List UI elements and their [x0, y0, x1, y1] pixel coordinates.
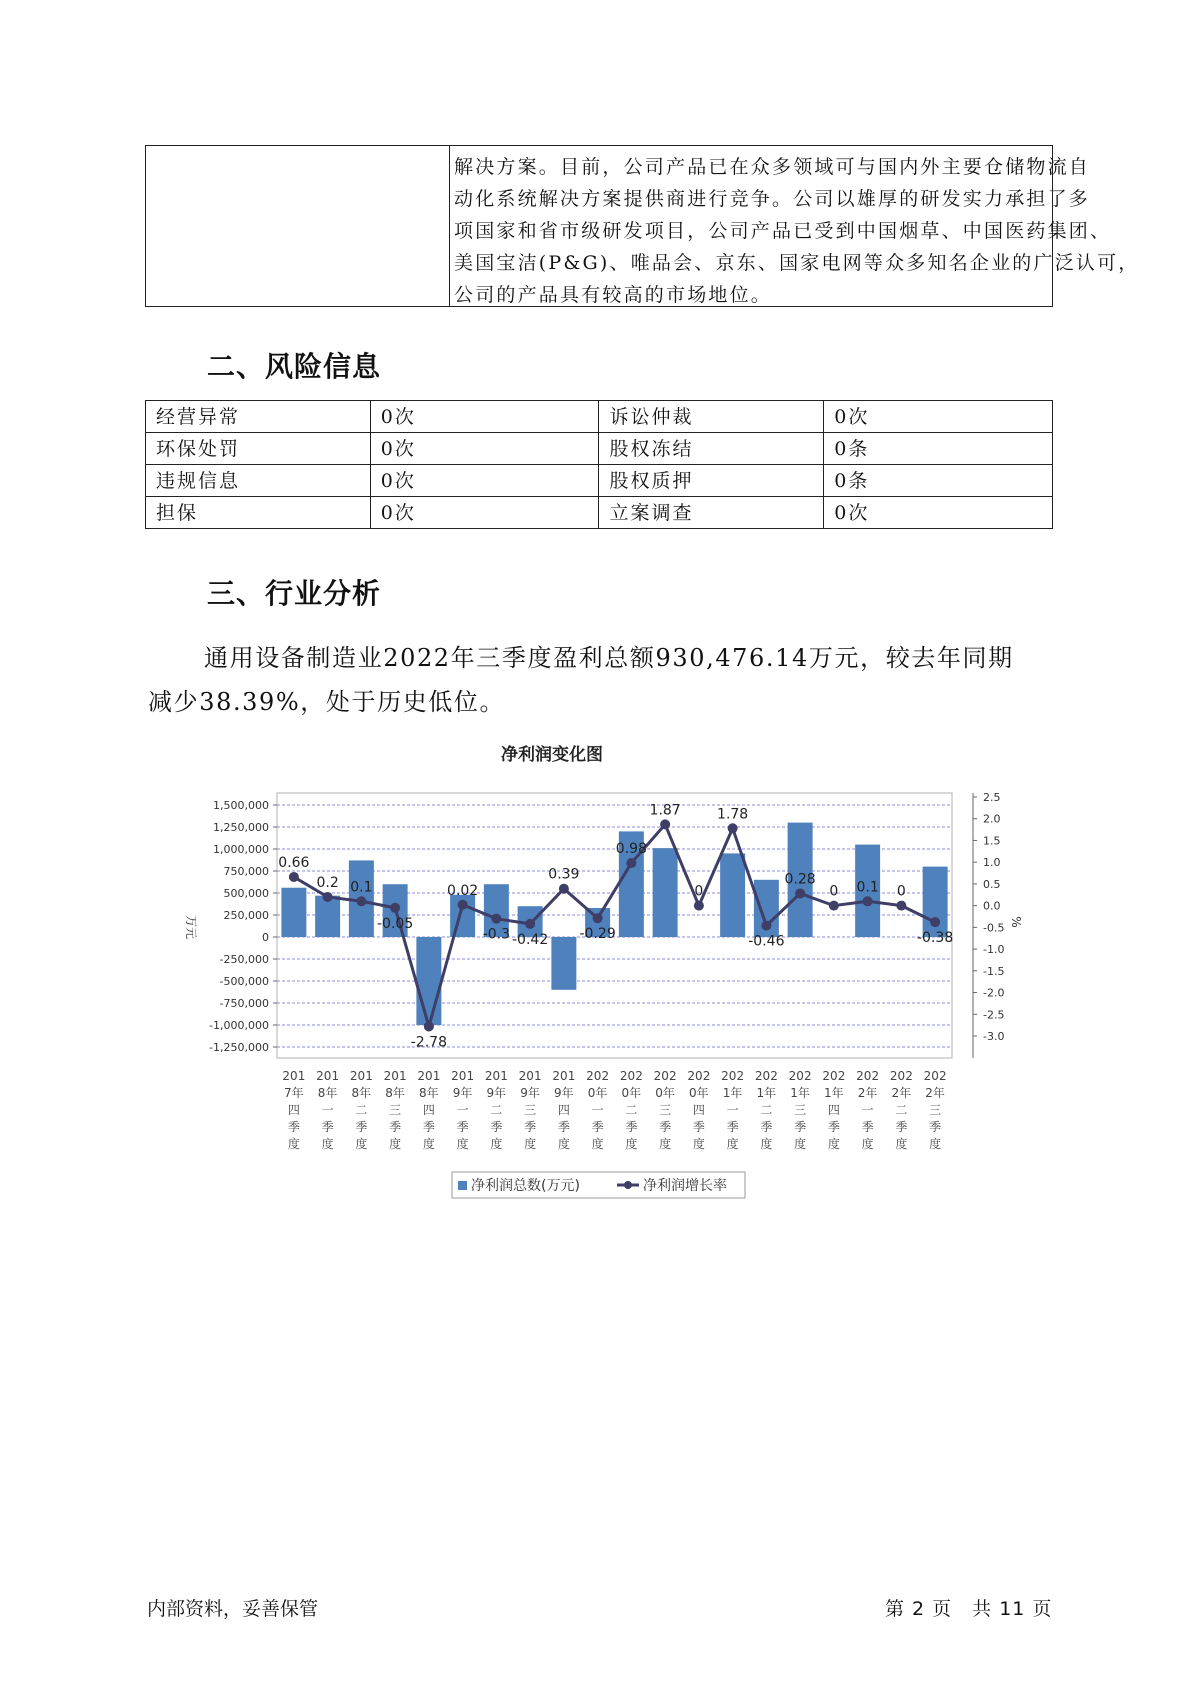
y-tick-label: 500,000: [223, 887, 269, 900]
x-tick-label: 2年: [857, 1086, 878, 1100]
risk-value: 0次: [370, 433, 599, 465]
intro-line: 动化系统解决方案提供商进行竞争。公司以雄厚的研发实力承担了多: [454, 188, 1091, 210]
x-tick-label: 度: [557, 1137, 570, 1151]
y-axis-label: 万元: [184, 914, 198, 940]
growth-data-label: 0: [694, 883, 704, 900]
risk-value: 0次: [824, 401, 1053, 433]
x-tick-label: 202: [619, 1069, 643, 1083]
y-tick-label: -1,250,000: [209, 1041, 269, 1054]
x-tick-label: 二: [760, 1103, 773, 1117]
y2-tick-label: 0.0: [983, 899, 1001, 913]
x-tick-label: 度: [389, 1137, 402, 1151]
growth-point: [458, 900, 468, 910]
x-tick-label: 一: [591, 1103, 604, 1117]
x-tick-label: 季: [591, 1120, 604, 1134]
y-tick-label: 1,500,000: [213, 799, 269, 812]
x-tick-label: 度: [355, 1137, 368, 1151]
y2-axis-label: %: [1009, 916, 1023, 928]
x-tick-label: 8年: [419, 1086, 439, 1100]
growth-data-label: 0: [829, 883, 839, 900]
risk-label: 环保处罚: [146, 433, 371, 465]
growth-data-label: 0.2: [316, 874, 339, 891]
x-tick-label: 202: [687, 1069, 711, 1083]
x-tick-label: 0年: [587, 1086, 608, 1100]
x-tick-label: 8年: [317, 1086, 338, 1100]
risk-row: [146, 433, 1053, 465]
growth-point: [829, 901, 839, 911]
intro-table: [145, 145, 1140, 307]
growth-data-label: 0: [896, 883, 906, 900]
intro-line: 项国家和省市级研发项目，公司产品已受到中国烟草、中国医药集团、: [454, 220, 1112, 242]
x-tick-label: 度: [726, 1137, 739, 1151]
x-tick-label: 一: [321, 1103, 334, 1117]
x-tick-label: 季: [659, 1120, 672, 1134]
x-tick-label: 季: [287, 1120, 300, 1134]
risk-heading: 二、风险信息: [207, 350, 382, 383]
x-tick-label: 四: [422, 1103, 435, 1117]
growth-point: [559, 884, 569, 894]
x-tick-label: 201: [552, 1069, 576, 1083]
y-tick-label: 750,000: [223, 865, 269, 878]
growth-point: [863, 896, 873, 906]
x-tick-label: 季: [625, 1120, 638, 1134]
growth-data-label: -0.05: [377, 915, 414, 932]
x-tick-label: 8年: [385, 1086, 405, 1100]
y-tick-label: -750,000: [219, 997, 269, 1010]
x-tick-label: 度: [760, 1137, 773, 1151]
intro-table-right-cell: [450, 146, 1140, 306]
x-tick-label: 202: [856, 1069, 880, 1083]
y2-tick-label: -1.5: [983, 964, 1005, 978]
y2-tick-label: -2.5: [983, 1008, 1005, 1022]
x-tick-label: 一: [456, 1103, 469, 1117]
x-tick-label: 度: [861, 1137, 874, 1151]
x-tick-label: 201: [484, 1069, 508, 1083]
x-tick-label: 202: [653, 1069, 677, 1083]
y2-tick-label: -3.0: [983, 1030, 1005, 1043]
x-tick-label: 度: [321, 1137, 334, 1151]
x-tick-label: 季: [524, 1120, 537, 1134]
x-tick-label: 季: [490, 1120, 503, 1134]
growth-point: [593, 913, 603, 923]
x-tick-label: 201: [316, 1069, 340, 1083]
x-tick-label: 201: [451, 1069, 475, 1083]
x-tick-label: 度: [456, 1137, 469, 1151]
x-tick-label: 1年: [790, 1086, 810, 1100]
x-tick-label: 度: [490, 1137, 503, 1151]
x-tick-label: 1年: [824, 1086, 844, 1100]
growth-data-label: 0.98: [615, 841, 647, 858]
x-tick-label: 202: [822, 1069, 846, 1083]
growth-data-label: 0.02: [447, 882, 479, 899]
growth-data-label: -0.29: [579, 926, 616, 943]
bar: [416, 937, 441, 1025]
y2-tick-label: 0.5: [983, 877, 1001, 891]
y2-tick-label: 1.0: [983, 856, 1001, 870]
x-tick-label: 2年: [891, 1086, 912, 1100]
bar: [551, 937, 576, 990]
bar: [720, 853, 745, 937]
y2-tick-label: -0.5: [983, 921, 1005, 935]
risk-row: [146, 497, 1053, 529]
x-tick-label: 季: [861, 1120, 874, 1134]
x-tick-label: 二: [355, 1103, 368, 1117]
x-tick-label: 201: [417, 1069, 441, 1083]
growth-data-label: 0.28: [784, 871, 816, 888]
growth-data-label: 0.1: [350, 879, 373, 896]
x-tick-label: 202: [721, 1069, 745, 1083]
x-tick-label: 202: [889, 1069, 913, 1083]
x-tick-label: 三: [929, 1103, 942, 1117]
y-tick-label: 250,000: [223, 909, 269, 922]
x-tick-label: 季: [422, 1120, 435, 1134]
x-tick-label: 9年: [452, 1086, 473, 1100]
x-tick-label: 二: [895, 1103, 908, 1117]
x-tick-label: 四: [692, 1103, 705, 1117]
growth-data-label: 0.66: [278, 854, 310, 871]
risk-label: 经营异常: [146, 401, 371, 433]
intro-line: 公司的产品具有较高的市场地位。: [454, 284, 773, 306]
y2-tick-label: 2.0: [983, 812, 1001, 826]
x-tick-label: 季: [760, 1120, 773, 1134]
x-tick-label: 度: [692, 1137, 705, 1151]
x-tick-label: 度: [287, 1137, 300, 1151]
x-tick-label: 201: [383, 1069, 407, 1083]
growth-data-label: -0.3: [482, 926, 511, 943]
y-tick-label: 1,000,000: [213, 843, 269, 856]
growth-point: [424, 1021, 434, 1031]
growth-point: [491, 914, 501, 924]
y2-tick-label: -1.0: [983, 943, 1005, 957]
growth-point: [896, 901, 906, 911]
x-tick-label: 1年: [756, 1086, 777, 1100]
risk-label: 立案调查: [599, 497, 824, 529]
footer-confidential: 内部资料，妥善保管: [147, 1598, 319, 1620]
growth-data-label: 0.39: [548, 866, 580, 883]
risk-row: [146, 465, 1053, 497]
intro-line: 美国宝洁(P&G)、唯品会、京东、国家电网等众多知名企业的广泛认可，: [454, 252, 1140, 274]
x-tick-label: 四: [827, 1103, 840, 1117]
risk-row: [146, 401, 1053, 433]
industry-paragraph-line-2: 减少38.39%，处于历史低位。: [148, 688, 506, 716]
y-tick-label: 0: [262, 931, 269, 944]
chart-title: 净利润变化图: [501, 745, 603, 765]
risk-table: [145, 400, 1053, 529]
risk-value: 0次: [370, 401, 599, 433]
growth-point: [289, 872, 299, 882]
bar: [653, 848, 678, 937]
x-tick-label: 2年: [925, 1086, 945, 1100]
x-tick-label: 0年: [689, 1086, 709, 1100]
y2-tick-label: 1.5: [983, 834, 1001, 848]
legend-line-marker: [624, 1181, 632, 1189]
x-tick-label: 一: [861, 1103, 874, 1117]
x-tick-label: 季: [389, 1120, 402, 1134]
growth-point: [694, 901, 704, 911]
x-tick-label: 季: [827, 1120, 840, 1134]
growth-point: [323, 892, 333, 902]
y-tick-label: -250,000: [219, 953, 269, 966]
risk-label: 违规信息: [146, 465, 371, 497]
growth-data-label: -0.42: [512, 931, 549, 948]
x-tick-label: 三: [659, 1103, 672, 1117]
bar: [281, 888, 306, 937]
growth-point: [728, 823, 738, 833]
x-tick-label: 9年: [520, 1086, 540, 1100]
footer-page-number: 第 2 页 共 11 页: [885, 1598, 1053, 1620]
x-tick-label: 季: [726, 1120, 739, 1134]
legend-line-label: 净利润增长率: [643, 1178, 727, 1194]
growth-point: [795, 888, 805, 898]
risk-value: 0次: [370, 465, 599, 497]
y-tick-label: -500,000: [219, 975, 269, 988]
growth-point: [390, 903, 400, 913]
x-tick-label: 季: [557, 1120, 570, 1134]
x-tick-label: 季: [895, 1120, 908, 1134]
risk-value: 0条: [824, 465, 1053, 497]
growth-point: [761, 921, 771, 931]
x-tick-label: 202: [923, 1069, 947, 1083]
x-tick-label: 202: [788, 1069, 812, 1083]
x-tick-label: 四: [557, 1103, 570, 1117]
x-tick-label: 三: [794, 1103, 807, 1117]
x-tick-label: 季: [456, 1120, 469, 1134]
risk-label: 股权质押: [599, 465, 824, 497]
risk-label: 股权冻结: [599, 433, 824, 465]
x-tick-label: 1年: [722, 1086, 743, 1100]
x-tick-label: 三: [524, 1103, 537, 1117]
growth-data-label: 1.78: [717, 806, 749, 823]
x-tick-label: 7年: [284, 1086, 304, 1100]
growth-point: [930, 917, 940, 927]
legend-bar-swatch: [458, 1181, 467, 1190]
x-tick-label: 0年: [655, 1086, 675, 1100]
x-tick-label: 度: [929, 1137, 942, 1151]
net-profit-chart: [184, 740, 1023, 1210]
x-tick-label: 201: [349, 1069, 373, 1083]
growth-data-label: -0.38: [917, 930, 954, 947]
x-tick-label: 8年: [351, 1086, 372, 1100]
x-tick-label: 一: [726, 1103, 739, 1117]
x-tick-label: 度: [524, 1137, 537, 1151]
x-tick-label: 度: [794, 1137, 807, 1151]
risk-value: 0次: [824, 497, 1053, 529]
x-tick-label: 度: [827, 1137, 840, 1151]
legend-bar-label: 净利润总数(万元): [471, 1178, 580, 1194]
y2-tick-label: 2.5: [983, 791, 1001, 804]
x-tick-label: 9年: [486, 1086, 507, 1100]
risk-label: 诉讼仲裁: [599, 401, 824, 433]
growth-point: [660, 819, 670, 829]
x-tick-label: 202: [754, 1069, 778, 1083]
growth-data-label: -0.46: [748, 933, 785, 950]
growth-point: [626, 858, 636, 868]
growth-data-label: -2.78: [410, 1034, 447, 1051]
x-tick-label: 度: [422, 1137, 435, 1151]
growth-point: [356, 896, 366, 906]
x-tick-label: 9年: [554, 1086, 574, 1100]
intro-table-left-cell: [146, 146, 450, 306]
x-tick-label: 三: [389, 1103, 402, 1117]
x-tick-label: 0年: [621, 1086, 642, 1100]
y-tick-label: -1,000,000: [209, 1019, 269, 1032]
risk-value: 0条: [824, 433, 1053, 465]
growth-data-label: 0.1: [856, 879, 879, 896]
x-tick-label: 202: [586, 1069, 610, 1083]
risk-value: 0次: [370, 497, 599, 529]
x-tick-label: 度: [625, 1137, 638, 1151]
growth-point: [525, 919, 535, 929]
intro-line: 解决方案。目前，公司产品已在众多领域可与国内外主要仓储物流自: [454, 156, 1091, 178]
risk-label: 担保: [146, 497, 371, 529]
industry-paragraph-line-1: 通用设备制造业2022年三季度盈利总额930,476.14万元，较去年同期: [204, 644, 1014, 672]
x-tick-label: 季: [321, 1120, 334, 1134]
x-tick-label: 四: [287, 1103, 300, 1117]
x-tick-label: 季: [692, 1120, 705, 1134]
y-tick-label: 1,250,000: [213, 821, 269, 834]
x-tick-label: 季: [355, 1120, 368, 1134]
x-tick-label: 度: [591, 1137, 604, 1151]
industry-heading: 三、行业分析: [207, 577, 382, 610]
x-tick-label: 季: [794, 1120, 807, 1134]
growth-data-label: 1.87: [649, 802, 681, 819]
y2-tick-label: -2.0: [983, 986, 1005, 1000]
x-tick-label: 201: [518, 1069, 542, 1083]
x-tick-label: 季: [929, 1120, 942, 1134]
x-tick-label: 201: [282, 1069, 306, 1083]
x-tick-label: 二: [625, 1103, 638, 1117]
x-tick-label: 二: [490, 1103, 503, 1117]
x-tick-label: 度: [659, 1137, 672, 1151]
x-tick-label: 度: [895, 1137, 908, 1151]
